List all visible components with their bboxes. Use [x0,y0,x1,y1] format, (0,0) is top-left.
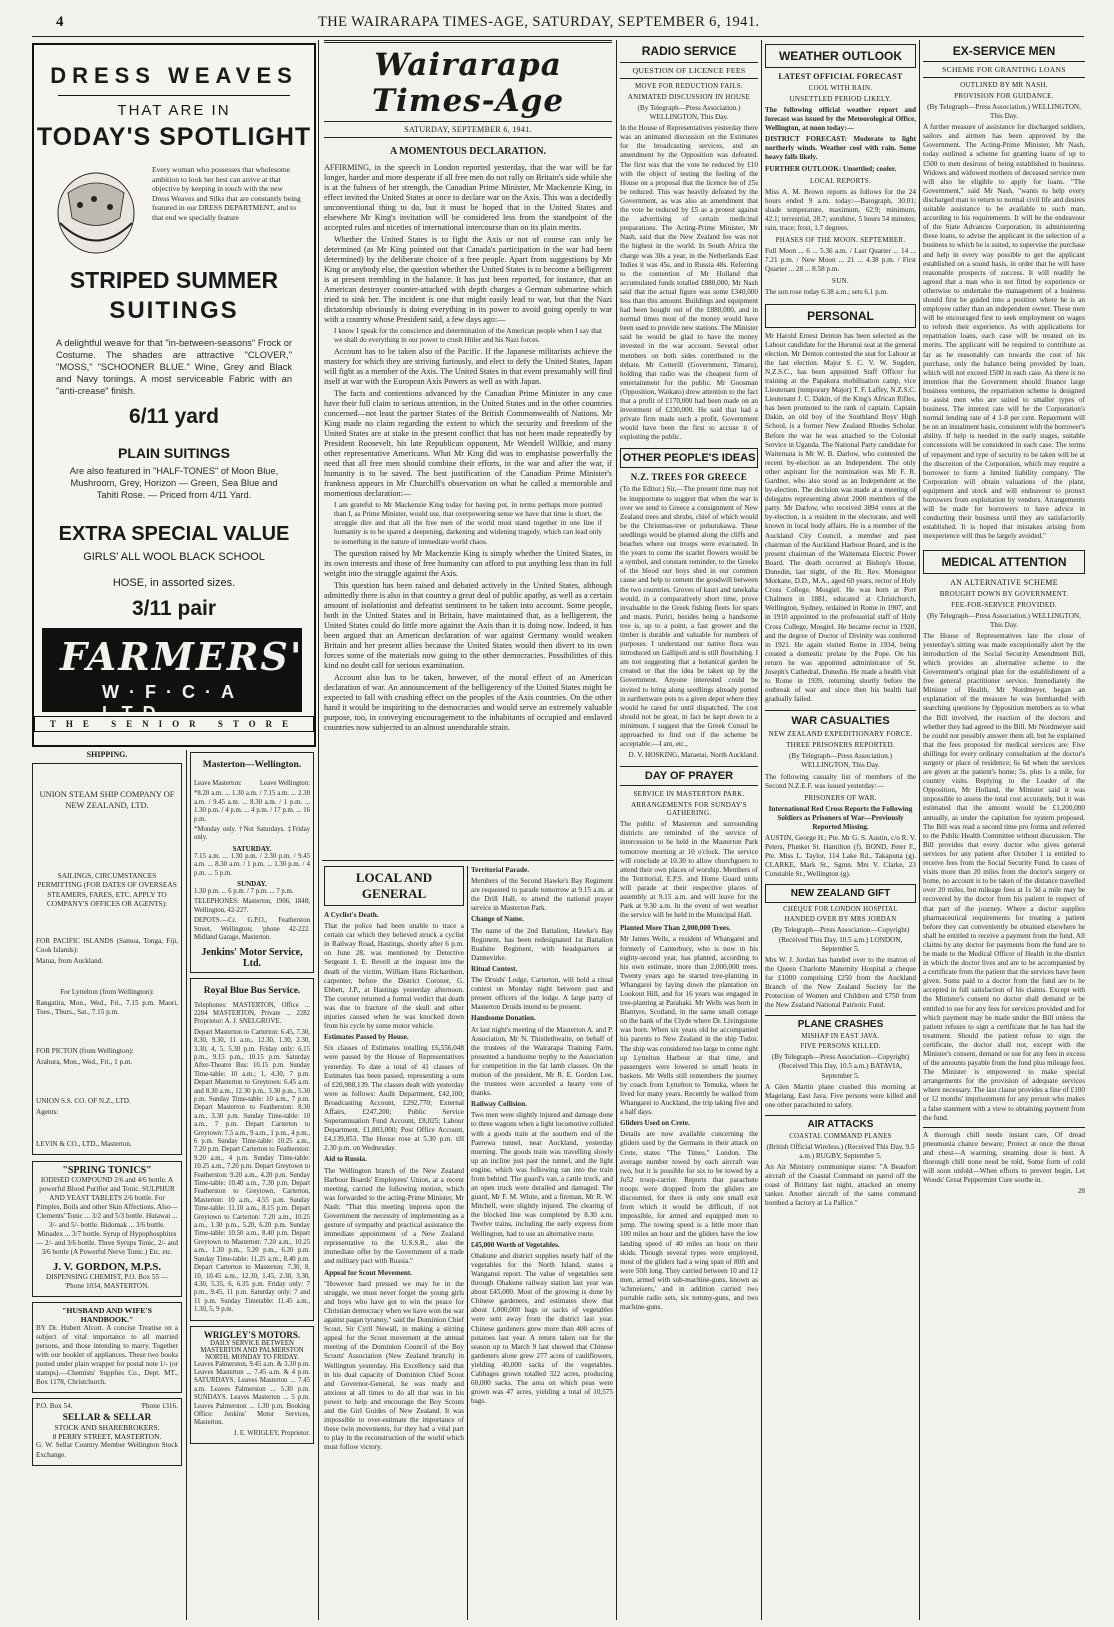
exservice-sub: SCHEME FOR GRANTING LOANS [923,61,1085,78]
editorial-p4: The facts and contentions advanced by the Canadian Prime Minister in any case have their full claim to serious attention, in the United States and in the other countries concerned—not least the partner States of the British Commonwealth of Nations. Mr King made no claim regarding the extent to which the security and freedom of the United States are at stake in the present conflict that has not been made repeatedly by President Roosevelt, his late Republican opponent, Mr Wendell Willkie, and many other representative Americans. What Mr King did was to emphasise powerfully the need that all free men should combine their efforts, in the war and after the war, if humanity is to be saved. The best justification of the Canadian Prime Minister's frankness appears in Mr Churchill's observation on what he called a memorable and momentous declaration:— [324,389,612,499]
tt-telephones: TELEPHONES: Masterton, 1906, 1848; Wellington, 42-227. [194,898,310,914]
prayer-sub: SERVICE IN MASTERTON PARK. [633,790,745,799]
exservice-heading: EX-SERVICE MEN [952,44,1056,58]
medical-sub3: FEE-FOR-SERVICE PROVIDED. [951,600,1057,609]
trees-body: Mr James Wells, a resident of Whangarei and formerly of Canterbury, who is now in his eighty-second year, has planted, according to his own estimate, more than 2,000,000 trees. Twenty years ago he started tree-planting in Whangarei by laying down the plantation on Lookout Hill, and for 16 years was engaged in tree-planting at Parahaki. Mr Wells was born in Blantyre, Scotland, in the same small cottage on the bank of the Clyde where Dr. Livingstone was born. When six years old he accompanied his parents to New Zealand in the ship Tudor. The ship was considered too large to come right up Lyttelton Harbour at that time, and passengers were lowered to small boats in baskets. Mr Wells still remembers the journey by coach from Lyttelton to Temuka, where he lived for many years. Recently he walked from Whangarei to Auckland, the trip taking five and a half days. [620,935,758,1117]
prayer-body: The public of Masterton and surrounding districts are reminded of the service of intercession to be held in the Masterton Park tomorrow morning at 10 o'clock. The service will conclude at 10.30 to allow churchgoers to attend their own places of worship. Members of the Territorial, E.P.S. and Home Guard units will parade at their respective places of assembly at 9.15 a.m. and will leave for the Park at 9.30 a.m. In the event of wet weather the service will be held in the Municipal Hall. [620,820,758,920]
local-col-b [471,866,613,1620]
name-heading: Change of Name. [471,915,524,924]
senior-store: THE SENIOR STORE [34,716,314,732]
estimates-body: Six classes of Estimates totalling £6,556,048 were passed by the House of Representatives yesterday. To date a total of 41 classes of Estimates has been passed, representing a sum of £20,988,139. The classes dealt with yesterday were as follows: Audit Department, £42,100; Broadcasting Account, £292,770; External Affairs, £247,200; Public Service Superannuation Fund Account, £8,025; Labour Department, £1,803,000; Post Office Account, £4,139,853. The House rose at 5.30 p.m. till 2.30 p.m. on Wednesday. [324,1044,464,1153]
tt-sat-rows: 7.15 a.m. ... 1.30 p.m. / 2.30 p.m. / 9.45 a.m. ... 8.30 a.m. / 1 p.m. ... 1.30 p.m. / 4 p.m. ... 5 p.m. [194,852,310,877]
sellar-address: 8 PERRY STREET, MASTERTON. [52,1432,162,1442]
radio-sub2: MOVE FOR REDUCTION FAILS. [634,82,744,90]
air-byline: (British Official Wireless.) (Received This Day, 9.5 a.m.) RUGBY, September 5. [766,1142,915,1160]
estimates-heading: Estimates Passed by House. [324,1033,409,1042]
editorial-p5: The question raised by Mr Mackenzie King is simply whether the United States, in its own interests and those of free humanity can afford to put anything less than its full weight into the struggle against the Axis. [324,548,612,578]
royal-tel: Telephones: MASTERTON, Office ... 2284 MASTERTON, Private ... 2282 Proprietor: A. J. SNELGROVE. [194,1001,310,1026]
name-body: The name of the 2nd Battalion, Hawke's Bay Regiment, has been redesignated 1st Battalion Ruahine Regiment, with headquarters at Dannevirke. [471,926,613,962]
ad-price1: 6/11 yard [129,405,219,428]
icr-note: International Red Cross Reports the Following Soldiers as Prisoners of War—Previously Reported Missing. [768,804,913,831]
scout-body: "However hard pressed we may be in the struggle, we must never forget the young girls and boys who have got to win the peace for Christian democracy when we have won the war against pagan tyranny," said the Dominion Chief Scout, Sir Cyril Newall, in making a stirring appeal for the Scout movement at the annual meeting of the Dominion Council of the Boy Scouts' Association (New Zealand branch) in Wellington yesterday. His Excellency said that in his dual capacity of Dominion Chief Scout and Governor-General, he was ready and anxious at all times to do all that was in his power to help and encourage the Boy Scouts and the Girl Guides of New Zealand. It was impossible to over-estimate the importance of these twin movements, for they had a vital part to play in the reconstruction of the world which must follow victory. [324,1279,464,1452]
weather-further: FURTHER OUTLOOK: Unsettled; cooler. [765,164,897,173]
letters-body: (To the Editor.) Sir,—The present time may not be inopportune to suggest that when the war is over we send to Greece a consignment of New Zealand trees and shrubs, chief of which would be the Christmas-tree or pohutukawa. These seedlings would be planted along the cliffs and beaches where our troops were evacuated. In the years to come the scarlet flowers would be a symbol, and constant reminder, to the Greeks of the blood our boys shed in our common cause and help to cement the goodwill between the two countries. Groves of kauri and tanekaha would, in a comparatively short time, prove invaluable to the Greek fishing fleets for spars and masts. Puriri, besides being a handsome tree is, up to a point, a fast grower and the timber is durable and valuable for numbers of purposes. I understand our native flora was introduced on Gallipoli and is still flourishing. I am not suggesting that a botanical garden be created or that the idea be taken up by the Government. Anyone interested could be invited to bring along seedlings already potted in earthenware pots to a given depot where they would be cared for until dispatched. The cost should not be great, in fact be kept down to a minimum. I suggest that the Greek Consul be approached to find out if the scheme be acceptable.—I am, etc., [620,485,758,749]
ad-desc: A delightful weave for that "in-between-seasons" Frock or Costume. The shades are attractive "CLOVER," "MOSS," "SCHOONER BLUE." Wine, Grey and Black and Navy tonings. A most serviceable Fabric with an "anti-crease" finish. [56,338,292,396]
editorial-date: SATURDAY, SEPTEMBER 6, 1941. [404,125,532,134]
col-rule-4 [919,40,920,1620]
casualties-sub: NEW ZEALAND EXPEDITIONARY FORCE. [768,730,913,739]
air-heading: AIR ATTACKS [765,1115,916,1130]
gift-sub2: HANDED OVER BY MRS JORDAN [784,916,897,924]
tonics-body: IODISED COMPOUND 2/6 and 4/6 bottle. A powerful Blood Purifier and Tonic. SULPHUR AND YEAST TABLETS 2/6 bottle. For Pimples, Boils and other Skin Affections. Also— Clements' Tonic ... 3/2 and 5/3 bottle. Hutawai ... 3/- and 5/- bottle. Bidomak ... 3/6 bottle. Minadex ... 3/7 bottle. Syrup of Hypophosphites— 2/- and 3/6 bottle. Three Syrups Tonic, 2/- and 3/6 bottle (A Powerful Nerve Tonic.) Etc. etc. [36,1175,178,1257]
air-body: An Air Ministry communique states: "A Beaufort aircraft of the Coastal Command on patrol off the coast of Brittany last night, attacked an enemy tanker. Another aircraft of the same command bombed a factory at La Pallice." [765,1163,916,1208]
radio-heading: RADIO SERVICE [641,44,737,58]
editorial-p7: Account also has to be taken, however, of the moral effect of an American declaration of war. An announcement of the belligerency of the United States might be expected to fall with crushing effect on the peoples of the Axis countries. On the other hand it would be inspiriting to the democracies and would serve an extremely valuable purpose, too, in conveying encouragement to the inhabitants of occupied and enslaved countries now subjected to an almost unendurable strain. [324,672,612,732]
tt-depots: DEPOTS.—Cr. G.P.O., Featherston Street, Wellington; 'phone 42-222. Midland Garage, Masterton. [194,917,310,942]
parade-body: Members of the Second Hawke's Bay Regiment are requested to parade tomorrow at 9.15 a.m. at the Drill Hall, to attend the national prayer service in Masterton Park. [471,877,613,913]
casualties-byline: (By Telegraph—Press Association.) WELLINGTON, This Day. [789,752,892,770]
gliders-heading: Gliders Used on Crete. [620,1119,690,1128]
cyclist-body: That the police had been unable to trace a certain car which they believed struck a cyclist in Railway Road, Hastings, shortly after 6 p.m. on June 28, was mentioned by Detective Sergeant J. E. Revell at the inquest into the death of the victim, William Hans Richardson, carpenter, before the District Coroner, G. Ebbett, J.P., at Hastings yesterday afternoon. The coroner returned a formal verdict that death was due to fracture of the skull and other injuries caused when he was knocked down from his cycle by some motor vehicle. [324,922,464,1031]
medical-body: The House of Representatives late the close of yesterday's sitting was made exceptionally alert by the introduction of the Social Security Amendment Bill, which provides an alternative scheme to the Government's original plan for the establishment of a free general practitioner service. Immediately the Minister of Health, Mr Nordmeyer, began an explanation of the measure he was bombarded with searching questions by Opposition members as to what the Bill involved, the reaction of the doctors and whether they had agreed to the Bill. Mr Nordmeyer said he could not possibly answer them all, but he explained that the fees proposed for medical services are: Five shillings for every ordinary consultation at the doctor's surgery or place of residence; 6s 6d when the services are given at the patient's home; 5s. plus 1s a mile, for country visits. Replying to the Leader of the Opposition, Mr Holland, the Minister said it was impossible to assess the total cost accurately, but it was estimated that the amount would be £1,200,000 annually, as under the capitation fee system proposed. The Bill was read a second time pro forma and referred to the Public Health Committee without discussion. The Bill provides that every doctor who gives general services for any patient after October 1 is entitled to receive fees from the Social Security Fund. In cases of visits more than 20 miles from the doctor's surgery or home, no account is to be taken of the distance travelled over 20 miles, but mileage fees at 1s 3d a mile may be recovered by the doctor from his patient in respect of that part of the journey. Where a doctor supplies pharmaceutical requirements for treating a patient before they can conveniently be obtained elsewhere he shall be entitled to receive a payment from the fund. All claims by any doctor for payments from the fund are to be made to the Medical Officer of Health in the district in which the doctor lives and are to be accompanied by a certificate from the patient that the services have been given. Sums paid to a doctor from the fund are to be accepted in full satisfaction of his claims. Except with the Minister's consent no doctor shall demand or be entitled to sue for any fees for services provided and for which payment may be made under the Bill unless the patient refuses to sign a certificate that he has had the treatment. Should the patient refuse to sign the certificate, the doctor shall not, except with the Minister's consent, demand or sue for any fees in excess of the amounts payable from the fund plus mileage fees. The Minister is empowered to make special arrangements for the provision of adequate services where necessary. The last clause provides a fine of £100 or 12 months' imprisonment for any person who makes a false statement with a view to obtaining payment from the fund. [923,631,1085,1122]
personal-body: Mr Harold Ernest Denton has been selected as the Labour candidate for the Hurunui seat at the general election. Mr Denton contested the seat for Labour at the last election. Major S. C. V. W. Sugden, N.Z.S.C., has been appointed Staff Officer for training at the Papakura mobilisation camp, vice Lieutenant (temporary Major) T. F. Laffey, N.Z.S.C. Lieutenant J. C. Dakin, of the King's African Rifles, has been promoted to the rank of captain. Captain Dakin, an old boy of the Southland Boys' High School, is a former New Zealand Rhodes Scholar. Before the war he was attached to the Colonial Service in Uganda. The National Party candidate for Waitemata is Mr W. B. Darlow, who contested the recent by-election as an Independent. The only other aspirant for the nomination was Mr F. R. Gardner, who also stood as an Independent at the by-election. The decision was made at a meeting of delegates representing about 2000 members of the party. Mr Darlow, who received 3894 votes at the by-election, is a resident in the electorate, and well known in local body affairs. He is a member of the Auckland City Council, a member and past chairman of the Auckland Harbour Board, and is the present chairman of the Waitemata Electric Power Board. The death occurred at Bishop's House, Dunedin, last night, of the Rt. Rev. Monsignor Morkane, D.D., M.A., aged 60 years, rector of Holy Cross College, Mosgiel. He was born at Port Chalmers in 1881, educated at Christchurch, Wellington, Sydney, ordained in Rome in 1907, and in 1910 appointed to the professorial staff of Holy Cross College, Mosgiel. He became rector in 1920, and the degree of Doctor of Divinity was conferred in 1921. He again visited Rome in 1934, being created a domestic prelate by the Pope. On his return he was appointed administrator of St. Joseph's Cathedral, Dunedin. He made a health visit to Rome in 1939, returning shortly before the outbreak of war and since then his health had gradually failed. [765,331,916,704]
husband-body: BY Dr. Hubert Alcott. A concise Treatise on a subject of vital importance to all married persons, and those intending to marry. Together with our booklet of appliances. These two books posted under plain wrapper for postal note 1/- (or stamps).—Chemists' Supplies Co., Dept. MT., Box 1178, Christchurch. [36,1323,178,1387]
ad-striped: STRIPED SUMMER [69,267,279,293]
wrigley-body: Leaves Palmerston, 9.45 a.m. & 3.30 p.m. Leaves Masterton ... 7.45 a.m. & 4 p.m. SATURDAYS. Leaves Masterton ... 7.45 a.m. Leaves Palmerston ... 5.30 p.m. SUNDAYS. Leaves Masterton ... 5 p.m. Leaves Palmerston ... 1.30 p.m. Booking Office: Jenkins' Motor Services, Masterton. [194,1360,310,1427]
handsome-body: At last night's meeting of the Masterton A. and P. Association, Mr N. Thistlethwaite, on behalf of the trustees of the Wairarapa Training Farm, presented a handsome trophy to the Association for competition in the fat lamb classes. On the motion of the president, Mr R. E. Gordon Lee, the trustees were accorded a hearty vote of thanks. [471,1025,613,1098]
ad-plain: PLAIN SUITINGS [117,445,230,461]
radio-byline: (By Telegraph—Press Association.) WELLINGTON, This Day. [637,104,741,122]
plane-heading: PLANE CRASHES [765,1015,916,1030]
gliders-body: Details are now available concerning the gliders used by the Germans in their attack on Crete, states "The Times," London. The average number towed by each aircraft was two, but it is possible for six to be towed by a Ju52 troop-carrier. Reports that parachute troops were dropped from the gliders are discounted, for there is only one small exit from which it would be difficult, if not impossible, for armed and equipped men to jump. The towing speed is a little more than 100 miles an hour and the gliders have the low landing speed of 40 miles an hour on their skids. Though several types were employed, most of the gliders had a wing span of 80ft and were 50ft long. They carried between 10 and 12 men, armed with sub-machine-guns, known as 'schmeisers,' and in addition carried two portable radio sets, six tommy-guns, and two machine-guns. [620,1130,758,1312]
editorial-headline: A MOMENTOUS DECLARATION. [389,146,547,157]
sellar-pobox: P.O. Box 54. [36,1402,73,1411]
tt-leave-w: Leave Wellington: [259,780,310,787]
dress-illustration [50,163,142,261]
arahura: Arahura, Mon., Wed., Fri., 1 p.m. [36,1058,133,1067]
plane-body: A Glen Martin plane crashed this morning at Magelang, East Java. Five persons were killed and one other parachuted to safety. [765,1082,916,1109]
casualties-heading: WAR CASUALTIES [765,710,916,727]
handsome-heading: Handsome Donation. [471,1014,536,1023]
medical-byline: (By Telegraph—Press Association.) WELLINGTON, This Day. [927,611,1081,629]
medical-heading: MEDICAL ATTENTION [923,550,1085,574]
sailings: SAILINGS, CIRCUMSTANCES PERMITTING (FOR DATES OF OVERSEAS STEAMERS, FARES, ETC. APPLY TO COMPANY'S OFFICES OR AGENTS): [37,871,177,909]
nameplate: Wairarapa Times-Age [371,47,565,119]
editorial-p6: This question has been raised and debated actively in the United States, although admittedly there is also in that country a great deal of public apathy, as well as a certain amount of isolationist and defeatist sentiment to be taken into account. Some people, both in the United States and in Britain, have maintained that, as a belligerent, the United States could do little more against the Axis than it is doing now. Indeed, it has been argued that an American declaration of war against Germany would weaken Britain and her present allies because the United States would then divert to its own forces some of the materials now going to the other democracies. Possibilities of this kind no doubt call for serious examination. [324,580,612,670]
moon-body: Full Moon ... 6 ... 5.36 a.m. / Last Quarter ... 14 ... 7.21 p.m. / New Moon ... 21 ... 4.38 p.m. / First Quarter ... 28 ... 8.58 p.m. [765,247,916,274]
ad-suitings: SUITINGS [109,297,239,324]
editorial-p1: AFFIRMING, in the speech in London reported yesterday, that the war will be far longer, harder and more desperate if all free men do not rally on Britain's side while she is at the fulness of her strength, the Canadian Prime Minister, Mr Mackenzie King, in effect invited the United States at once to declare war on the Axis. This was a decidedly unconventional thing to do, but it must be hoped that in the United States and elsewhere Mr King's invitation will be considered less from the standpoint of the accepted rules and niceties of international intercourse than on its plain merits. [324,163,612,232]
local-top-rule [322,860,614,861]
ad-hose: HOSE, in assorted sizes. [112,577,236,589]
left-column [32,750,182,1620]
picton: FOR PICTON (from Wellington): [36,1047,134,1056]
wrigley-prop: J. E. WRIGLEY, Proprietor. [233,1429,310,1437]
ritual-heading: Ritual Contest. [471,964,518,973]
local-heading: LOCAL AND GENERAL [324,866,464,906]
radio-body: In the House of Representatives yesterday there was an animated discussion on the Estimates for the broadcasting services, and an amendment by the Opposition was defeated. The first was that the vote be reduced by £10 with the object of testing the feeling of the House on a proposal that the licence fee of 25s be reduced. This was heavily defeated by the Government, as was also an amendment that the vote be reduced by £5 as a protest against the advertising of certain medicinal preparations. The Acting-Prime Minister, Mr Nash, said that the New Zealand fee was not the highest in the world. In South Africa the charge was 30s a year, in the Netherlands East Indies it was 45s, and in Russia 48s. Referring to the contention of Mr Holland that accumulated funds totalled £880,000, Mr Nash said that the actual figure was some £340,000 less than this amount. Buildings and equipment had been bought out of the £880,000, and in normal times most of the money would have been used to provide new stations. The Minister said he would be glad to have the money invested in the war account. Several other members on both sides contributed to the debate. Mr Cotterill (Government, Timaru), holding that radio was the cheapest form of entertainment for the public. Mr Goosman (Opposition, Waikato) drew attention to the fact that a profit of £170,000 had been made on an investment of £230,000. He said that had a private firm made such a profit, Government would have been the first to accuse it of exploiting the public. [620,124,758,442]
shipping-heading: SHIPPING. [86,750,128,759]
casualties-sub2: THREE PRISONERS REPORTED. [786,741,895,750]
gift-heading: NEW ZEALAND GIFT [765,884,916,903]
scout-heading: Appeal for Scout Movement. [324,1268,413,1277]
medical-sub2: BROUGHT DOWN BY GOVERNMENT. [939,589,1069,598]
sellar-member: G. W. Sellar Country Member Wellington Stock Exchange. [36,1441,178,1459]
radio-sub: QUESTION OF LICENCE FEES [620,62,758,79]
sellar-stock: STOCK AND SHAREBROKERS. [54,1423,160,1433]
exservice-byline: (By Telegraph—Press Association.) WELLINGTON, This Day. [927,103,1081,121]
russia-heading: Aid to Russia. [324,1155,367,1164]
running-head: THE WAIRARAPA TIMES-AGE, SATURDAY, SEPTEMBER 6, 1941. [318,14,760,30]
cyclist-heading: A Cyclist's Death. [324,911,379,919]
sun-body: The sun rose today 6.38 a.m.; sets 6.1 p.m. [765,288,888,297]
farmers-logo [42,628,304,723]
union2: UNION S.S. CO. OF N.Z., LTD. [36,1097,131,1106]
editorial-column [324,40,612,855]
sellar-name: SELLAR & SELLAR [62,1413,152,1424]
editorial-quote2: I am grateful to Mr Mackenzie King today for having put, in terms perhaps more pointed than I, as Prime Minister, would use, that overpowering sense we have that time is short, the struggle dire and that all the free men of the world must stand together in one line if humanity is to be spared a deepening, darkening and widening tragedy, which can lead only to something in the nature of immediate world chaos. [334,501,602,546]
exservice-sub3: PROVISION FOR GUIDANCE. [954,92,1054,100]
letters-sign: D. V. HOSKING, Maraetai, North Auckland. [628,751,758,760]
wrigley-sub: DAILY SERVICE BETWEEN MASTERTON AND PALMERSTON NORTH. MONDAY TO FRIDAY. [200,1339,304,1361]
letters-heading: OTHER PEOPLE'S IDEAS [620,448,758,468]
tt-saturday: SATURDAY. [232,844,272,853]
rail-body: Two men were slightly injured and damage done to three wagons when a light locomotive collided with a goods train at the southern end of the Paerewa tunnel, near Auckland, yesterday morning. The goods train was travelling slowly up an incline just past the tunnel, and the light engine, which was following ran into the train from behind. The guard's van, a cattle truck, and an open truck were derailed and damaged. The guard, Mr F. M. White, and a fireman, Mr R. W. Mitchell, were slightly injured. The clearing of the blocked line was completed by 8.30 a.m. Twelve trains, including the early express from Wellington, had to use an alternative route. [471,1111,613,1238]
weather-heading: WEATHER OUTLOOK [765,44,916,68]
gift-sub: CHEQUE FOR LONDON HOSPITAL [783,906,898,914]
letters-sub: N.Z. TREES FOR GREECE [630,472,748,483]
casualties-names: AUSTIN, George H.; Pte. Mr G. S. Austin, c/o R. V. Peters, Plunket St. Hamilton (f). BOND, Peter F., Pte. Miss L. Taylor, 114 Lake Rd., Takapuna (g). CLARKE, Mark St., Sgmn. Mrs V. Clarke, 23 Constable St., Wellington (g). [765,834,916,879]
ritual-body: The Druids' Lodge, Carterton, will hold a ritual contest on Monday night between past and present officers of the lodge. A large party of Masterton Druids intend to be present. [471,976,613,1012]
wrigley-heading: WRIGLEY'S MOTORS. [203,1329,301,1340]
right-column [923,40,1085,1620]
union-heading: UNION STEAM SHIP COMPANY OF NEW ZEALAND, LTD. [39,789,175,810]
sellar-phone: 'Phone 1316. [140,1402,178,1411]
gift-byline: (By Telegraph—Press Association—Copyright) (Received This Day, 10.5 a.m.) LONDON, September 5. [771,926,910,953]
weather-body: The following official weather report and forecast was issued by the Meteorological Office, Wellington, at noon today:— [765,106,916,133]
agents: Agents: [36,1108,59,1117]
ad-plain-desc: Are also featured in "HALF-TONES" of Moon Blue, Mushroom, Grey, Horizon — Green, Sea Blue and Tahiti Rose. — Priced from 4/11 Yard. [69,466,279,500]
exservice-sub2: OUTLINED BY MR NASH. [960,81,1048,89]
moon-heading: PHASES OF THE MOON. SEPTEMBER. [775,236,906,245]
ad-body: Every woman who possesses that wholesome ambition to look her best can arrive at that objective by keeping in touch with the new Dress Weaves and Silks that are constantly being featured in our DRESS DEPARTMENT, and to that end we specially feature [152,165,301,222]
local-reports-body: Miss A. M. Brown reports as follows for the 24 hours ended 9 a.m. today:—Barograph, 30.01; shade temperature, maximum, 62.9; minimum, 42.1; terrestrial, 28.7; sunshine, 5 hours 54 minutes; rain, trace; frost, 1.7 degrees. [765,187,916,233]
pacific: FOR PACIFIC ISLANDS (Samoa, Tonga, Fiji, Cook Islands): [36,936,178,954]
weather-sub: LATEST OFFICIAL FORECAST [778,72,903,81]
editorial-quote1: I know I speak for the conscience and determination of the American people when I say that we shall do everything in our power to crush Hitler and his Nazi forces. [334,327,602,345]
tt-title: Masterton—Wellington. [202,760,302,770]
editorial-p2: Whether the United States is to fight the Axis or not of course can only be determined (as Mr King pointed out that Canada's participation in the war had been determined) by the deliberate choice of a free people. Apart from suggestions by Mr King or anybody else, the question whether the United States is to become a belligerent is at present trembling in the balance. It has just been reported, for instance, that an American destroyer counter-attacked with depth charges a German submarine which tried to sink her. The incident is one that might easily lead to war, but that the Nazi dictatorship obviously is doing everything in its power to avoid going openly to war with a country whose President said, a few days ago:— [324,235,612,324]
plane-byline: (By Telegraph—Press Association—Copyright) (Received This Day, 10.5 a.m.) BATAVIA, September 5. [771,1053,910,1080]
news-column [620,40,758,1620]
matua: Matua, from Auckland. [36,956,104,965]
editorial-p3: Account has to be taken also of the Pacific. If the Japanese militarists achieve the mastery for which they are striving furiously, and elect to defy the United States, Japan will fight as a member of the Axis. The United States in that event presumably will find itself at war with the European Axis Powers as well as with Japan. [324,347,612,387]
weather-district: DISTRICT FORECAST: Moderate to light northerly winds. Weather cool with rain. Some heavy falls likely. [765,135,916,162]
tt-rows: *8.20 a.m. ... 1.30 a.m. / 7.15 a.m. ... 2.30 a.m. / 9.45 a.m. ... 8.30 a.m. / 1 p.m. ... 1.30 p.m. / 4 p.m. ... 4 p.m. / 17 p.m. ... 16 p.m. [194,790,310,823]
col-rule-2 [616,40,617,1620]
rail-heading: Railway Collision. [471,1100,527,1109]
veg-heading: £45,000 Worth of Vegetables. [471,1240,560,1249]
trees-heading: Planted More Than 2,000,000 Trees. [620,924,731,933]
royal-heading: Royal Blue Bus Service. [203,985,301,996]
weather-sub3: UNSETTLED PERIOD LIKELY. [789,95,892,103]
local-mid-rule [467,866,468,1620]
plane-sub: MISHAP IN EAST JAVA. [801,1033,880,1041]
farmers-name: FARMERS' [60,634,304,679]
col-rule-3 [761,40,762,1620]
sun-heading: SUN. [832,277,849,286]
parade-heading: Territorial Parade. [471,866,530,874]
levin: LEVIN & CO., LTD., Masterton. [36,1139,132,1148]
col-rule-1 [318,40,319,1620]
woods-ad: A thorough chill needs instant care, Of dread pneumonia chance beware; Protect at once the throat and chest—A warming, steaming dose is best. A thorough chill none need be told, Some form of cold will soon unfold—When efforts to prevent begin, Let Woods' Great Peppermint Cure soothe in. [923,1130,1085,1185]
gordon: J. V. GORDON, M.P.S. [52,1260,162,1273]
ad-extra: EXTRA SPECIAL VALUE [58,523,290,545]
lyttelton: For Lyttelton (from Wellington): [60,987,154,996]
medical-sub: AN ALTERNATIVE SCHEME [950,577,1058,587]
prayer-heading: DAY OF PRAYER [620,766,758,786]
plane-sub2: FIVE PERSONS KILLED. [800,1043,881,1051]
radio-sub3: ANIMATED DISCUSSION IN HOUSE [627,93,751,101]
ad-line2: THAT ARE IN [117,102,231,119]
gift-body: Mrs W. J. Jordan has handed over to the matron of the Queen Charlotte Maternity Hospital a cheque for £1000 comprising £250 from the Auckland Branch of the New Zealand Society for the Protection of Women and Children and £750 from the New Zealand National Patriotic Fund. [765,955,916,1010]
casualties-body: The following casualty list of members of the Second N.Z.E.F. was issued yesterday:— [765,772,916,790]
farmers-wfca: W·F·C·A LTD [102,682,244,723]
gordon-details: DISPENSING CHEMIST, P.O. Box 55 — 'Phone 1034, MASTERTON. [45,1272,169,1290]
weather-sub2: COOL WITH RAIN. [808,84,873,92]
air-sub: COASTAL COMMAND PLANES [789,1132,892,1140]
tonics-heading: "SPRING TONICS" [62,1164,152,1176]
husband-heading: "HUSBAND AND WIFE'S HANDBOOK." [62,1305,152,1324]
tt-sun-rows: 1.30 p.m. ... 6 p.m. / 7 p.m. ... 7 p.m. [194,888,294,896]
ad-line3: TODAY'S SPOTLIGHT [36,123,312,151]
exservice-body: A further measure of assistance for discharged soldiers, sailors and airmen has been approved by the Government. The Acting-Prime Minister, Mr Nash, today outlined a scheme for granting loans of up to £500 to men desirous of being established in business. Widows and widowed mothers of deceased service men will also be eligible to apply for loans. "The Government," said Mr Nash, "wants to help every discharged man to return to normal civil life and desires suitable assistance to be available to such man, according to his requirements. It will be the endeavour of the State Advances Corporation, in administering these loans, to advise the applicant in the selection of a business to which he is suited, to supervise the purchase and help in every way possible to get the applicant established on a sound basis, in order that he will have reasonable prospects of success. It will readily be agreed that a man who is not fitted by experience or otherwise to undertake the management of a business should first be guided into a position where he is an employee rather than an independent owner. These men will be encouraged first to seek employment on wages to refresh their experience. As with applications for repatriation loans, each case will be treated on its merits. The applicant will be required to contribute as far as he reasonably can towards the cost of his purchase, only the balance being provided by loan, which will not exceed £500 in each case. As there is no intention that the Government should finance large business ventures, the repatriation scheme is designed to assist men who are suited to smaller types of business. The interest rate will be the Corporation's normal lending rate of 4 1-8 per cent. Repayment will be on an instalment basis, consistent with the borrower's ability. If help is needed in the early stages, suitable concessions will be considered in each case. The terms of repayment and type of security to be taken will be at the discretion of the Corporation, which may require a borrower to form a limited liability company. The Corporation will obtain valuations of the plant, equipment and stock and will endeavour to protect borrowers from exploitation by vendors. Arrangements will be made for borrowers to have advice in conducting their business until they are satisfactorily established. It is hoped that mistakes arising from inexperience will thus be largely avoided." [923,123,1085,541]
tt-jenkins: Jenkins' Motor Service, Ltd. [201,946,303,969]
rangatira: Rangatira, Mon., Wed., Fri., 7.15 p.m. Maori, Tues., Thurs., Sat., 7.15 p.m. [36,999,178,1017]
local-reports-heading: LOCAL REPORTS. [809,176,872,185]
personal-heading: PERSONAL [765,304,916,328]
ad-title: DRESS WEAVES [50,63,298,88]
top-rule [32,36,1084,37]
woods-ad-number: 28 [1077,1187,1085,1196]
prayer-sub2: ARRANGEMENTS FOR SUNDAY'S GATHERING. [631,801,747,818]
ad-girls: GIRLS' ALL WOOL BLACK SCHOOL [83,551,265,563]
tt-note: *Monday only. †Not Saturdays. ‡Friday only. [194,826,310,842]
russia-body: The Wellington branch of the New Zealand Harbour Boards' Employees' Union, at a recent meeting, carried the following motion, which was forwarded to the acting-Prime Minister, Mr Nash: "That this meeting impress upon the Government the necessity of implementing as a gesture of sympathy and practical assistance the immediate appointment of a New Zealand representative to the U.S.S.R., also the immediate offer by the Government of a trade and military pact with Russia." [324,1166,464,1266]
tt-sunday: SUNDAY. [237,880,267,889]
weather-column [765,40,916,1620]
tt-leave-m: Leave Masterton: [194,780,242,787]
local-col-a [324,866,464,1620]
timetable-rule [186,750,187,1620]
veg-body: Ohakune and district supplies nearly half of the vegetables for the North Island, states a Wanganui report. The value of vegetables sent through Ohakune railway station last year was about £45,000. Most of the growing is done by Chinese gardeners, and estimates show that about 1,000,000 bags or sacks of vegetables were sent away from the district last year. Chinese gardeners grew more than 400 acres of potatoes last year. A return taken out for the season up to March 9 last showed that Chinese gardeners alone grew 277 acres of cauliflowers, yielding 40,000 sacks of the vegetables. Cabbages grown totalled 322 acres, producing 60,000 sacks. The area on which peas were grown was 47 acres, yielding a total of 10,575 bags. [471,1251,613,1406]
pow-heading: PRISONERS OF WAR. [804,793,877,802]
page-number: 4 [56,14,64,30]
ad-price2: 3/11 pair [131,597,217,620]
timetable-column [190,752,314,1620]
royal-body: Depart Masterton to Carterton: 6.45, 7.30, 8.30, 9.30, 11 a.m., 12.30, 1.30, 2.30, 3.30, 4, 5, 5.30 p.m. Friday only: 6.15 p.m., 9.15 p.m., 10.15 p.m. Saturday After-Theatre Bus: 10.15 p.m. Sunday Time-table: 10 a.m.; 1, 4.30, 7 p.m. Depart Masterton to Greytown: 6.45 a.m. and 8.30 a.m., 12.30 p.m., 3.30 p.m., 5.30 p.m. Sunday Time-table: 10 a.m., 7 p.m. Depart Masterton to Featherston: 8.30 a.m., 3.30 p.m. Sunday Time-table: 10 a.m., 7 p.m. Depart Carterton to Greytown: 7.5 a.m., 9 a.m., 1 p.m., 4 p.m., 6 p.m. Sunday Time-table: 10.25 a.m., 7.20 p.m. Depart Carterton to Featherston: 9.20 a.m., 4 p.m. Sunday Time-table: 10.25 a.m., 7.20 p.m. Depart Greytown to Featherston: 9.20 a.m., 4.20 p.m. Sunday Time-table: 10.40 a.m., 7.30 p.m. Depart Featherston to Greytown, Carterton, Masterton: 10 a.m., 4.55 p.m. Sunday Time-table: 11.10 a.m., 8.15 p.m. Depart Greytown to Carterton: 7.20 a.m., 10.25 a.m., 1.30 p.m., 5.20, 6.20 p.m. Sunday Time-table: 10.50 a.m., 8.40 p.m. Depart Greytown to Masterton: 7.20 a.m., 10.25 a.m., 1.30 p.m., 5.20 p.m., 6.20 p.m. Sunday Time-table: 11.25 a.m., 8.40 p.m. Depart Carterton to Masterton: 7.30, 8, 10, 10.45 a.m., 12.30, 1.45, 2.30, 3.30, 4.30, 5.35, 6, 6.35 p.m. Friday only: 7 p.m., 9.45, 11 p.m. Saturday only: 7 and 11 p.m. Sunday Timetable: 11.45 a.m., 1.30, 5, 9 p.m. [194,1028,310,1314]
